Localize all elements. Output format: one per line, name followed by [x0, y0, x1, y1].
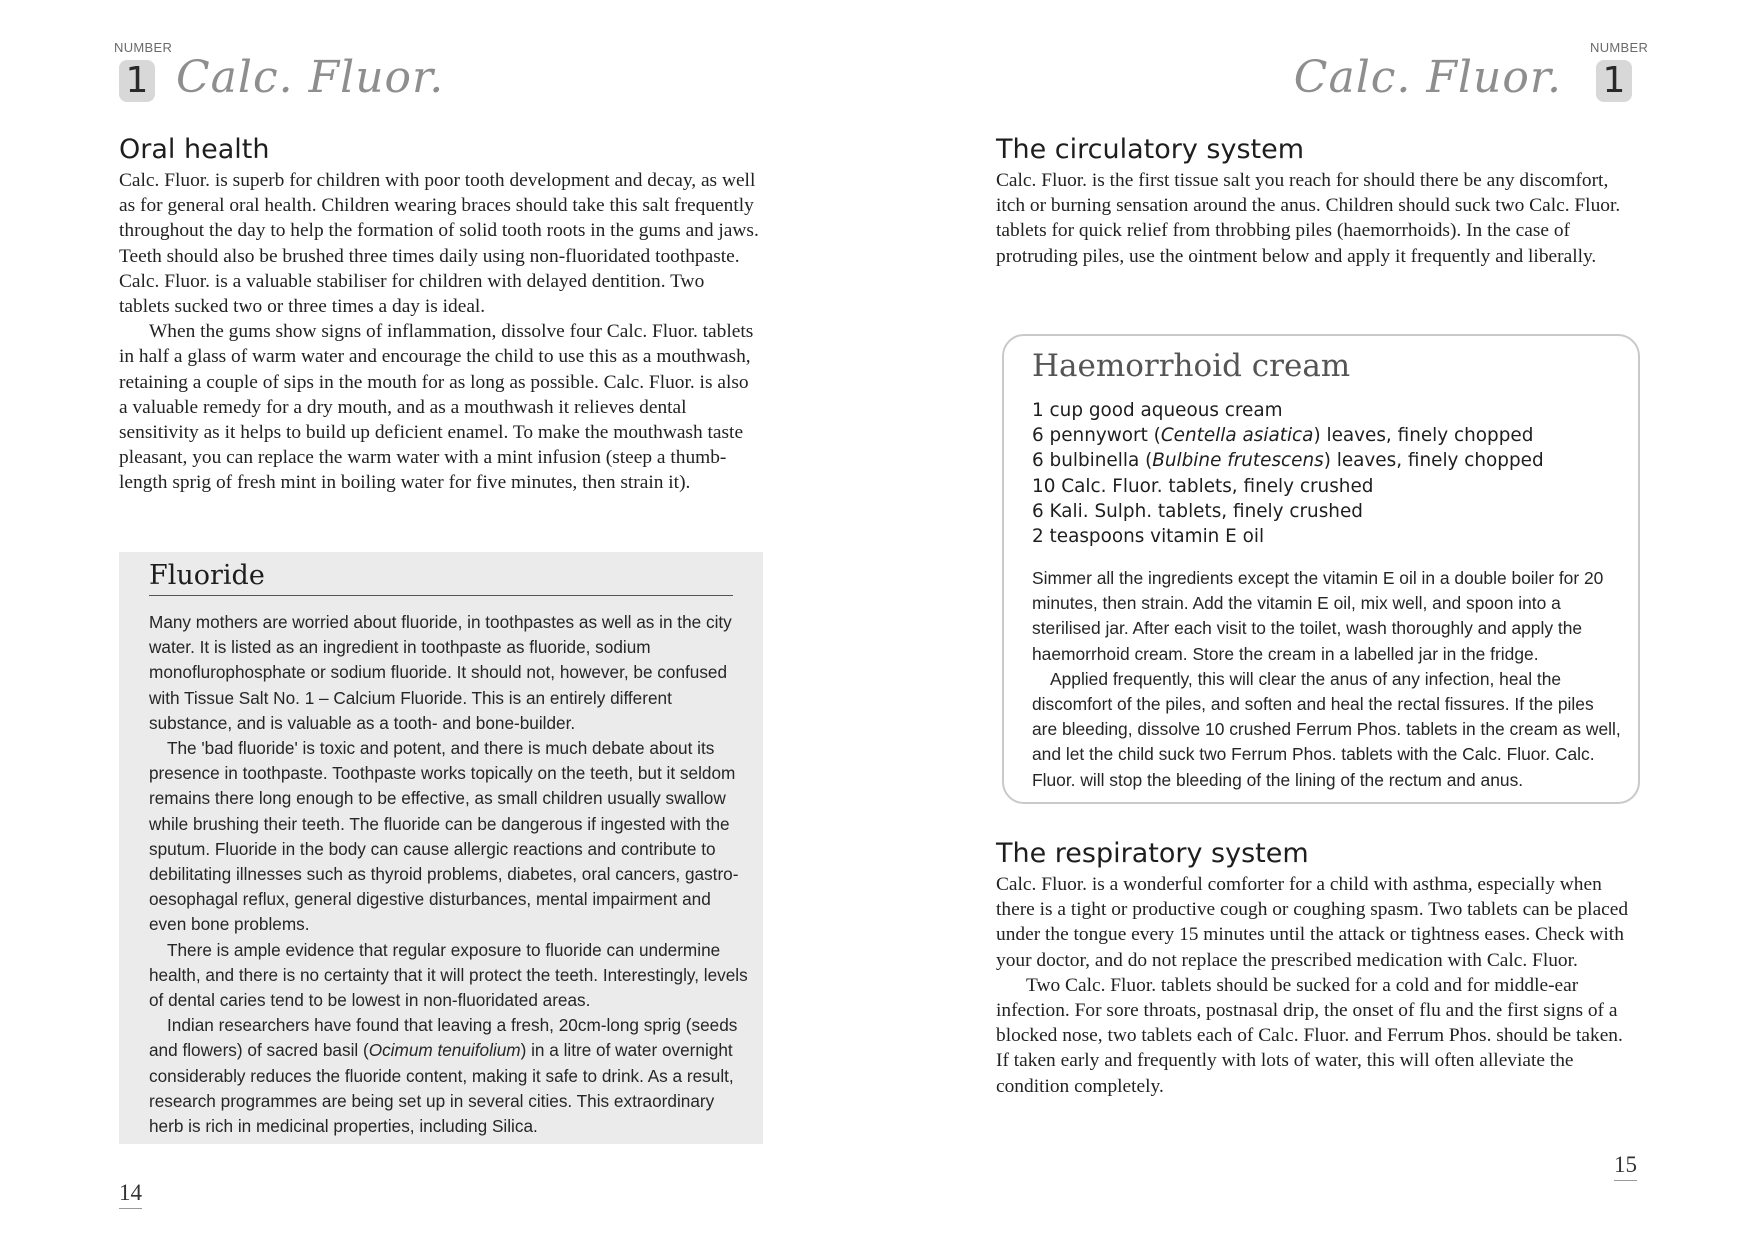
paragraph: Calc. Fluor. is superb for children with poor tooth development and decay, as well as for general oral health. Children wearing braces should take this salt frequently throughout the day to help the formation of solid tooth roots in the gums and jaws. Teeth should also be brushed three times daily using non-fluoridated toothpaste. Calc. Fluor. is a valuable stabiliser for children with delayed dentition. Two tablets sucked two or three times a day is ideal.	[119, 170, 759, 318]
right-page	[874, 0, 1748, 1240]
oral-health-text	[119, 168, 759, 496]
salt-name-title: Calc. Fluor.	[176, 52, 445, 103]
respiratory-text	[996, 872, 1640, 1099]
paragraph: Simmer all the ingredients except the vitamin E oil in a double boiler for 20 minutes, then strain. Add the vitamin E oil, mix well, and spoon into a sterilised jar. After each visit to the toilet, wash thoroughly and apply the haemorrhoid cream. Store the cream in a labelled jar in the fridge.	[1032, 568, 1604, 664]
paragraph: Many mothers are worried about fluoride, in toothpastes as well as in the city water. It is listed as an ingredient in toothpaste as fluoride, sodium monoflurophosphate or sodium fluoride. It should not, however, be confused with Tissue Salt No. 1 – Calcium Fluoride. This is an entirely different substance, and is valuable as a tooth- and bone-builder.	[149, 612, 732, 733]
page-number: 14	[119, 1180, 142, 1209]
page-number: 15	[1614, 1152, 1637, 1181]
paragraph: Calc. Fluor. is a wonderful comforter for a child with asthma, especially when there is a tight or productive cough or coughing spasm. Two tablets can be placed under the tongue every 15 minutes until the attack or tightness eases. Check with your doctor, and do not replace the prescribed medication with Calc. Fluor.	[996, 874, 1629, 971]
ingredient-item: 1 cup good aqueous cream	[1032, 400, 1283, 421]
number-label: NUMBER	[114, 40, 173, 55]
paragraph: There is ample evidence that regular exposure to fluoride can undermine health, and there is no certainty that it will protect the teeth. Interestingly, levels of dental caries tend to be lowest in non-fluoridated areas.	[149, 939, 748, 1011]
oral-health-heading: Oral health	[119, 134, 270, 165]
ingredient-item: 6 pennywort (Centella asiatica) leaves, finely chopped	[1032, 425, 1534, 447]
paragraph: The 'bad fluoride' is toxic and potent, and there is much debate about its presence in toothpaste. Toothpaste works topically on the teeth, but it seldom remains there long enough to be effective, as small children usually swallow while brushing their teeth. The fluoride can be dangerous if ingested with the sputum. Fluoride in the body can cause allergic reactions and contribute to debilitating illnesses such as thyroid problems, diabetes, oral cancers, gastro-oesophagal reflux, general digestive disturbances, mental impairment and even bone problems.	[149, 738, 739, 935]
scientific-name: Bulbine frutescens	[1152, 450, 1324, 472]
recipe-method	[1032, 566, 1622, 793]
respiratory-heading: The respiratory system	[996, 838, 1309, 869]
paragraph: When the gums show signs of inflammation, dissolve four Calc. Fluor. tablets in half a glass of warm water and encourage the child to use this as a mouthwash, retaining a couple of sips in the mouth for as long as possible. Calc. Fluor. is also a valuable remedy for a dry mouth, and as a mouthwash it relieves dental sensitivity as it helps to build up deficient enamel. To make the mouthwash taste pleasant, you can replace the warm water with a mint infusion (steep a thumb-length sprig of fresh mint in boiling water for five minutes, then strain it).	[119, 321, 754, 494]
ingredient-item: 6 Kali. Sulph. tablets, finely crushed	[1032, 500, 1363, 522]
fluoride-box-title: Fluoride	[149, 560, 733, 596]
paragraph: Applied frequently, this will clear the anus of any infection, heal the discomfort of the piles, and soften and heal the rectal fissures. If the piles are bleeding, dissolve 10 crushed Ferrum Phos. tablets in the cream as well, and let the child suck two Ferrum Phos. tablets with the Calc. Fluor. Calc. Fluor. will stop the bleeding of the lining of the rectum and anus.	[1032, 668, 1621, 790]
recipe-title: Haemorrhoid cream	[1032, 348, 1351, 384]
paragraph: Indian researchers have found that leaving a fresh, 20cm-long sprig (seeds and flowers) of sacred basil (Ocimum tenuifolium) in a litre of water overnight considerably reduces the fluoride content, making it safe to drink. As a result, research programmes are being set up in several cities. This extraordinary herb is rich in medicinal properties, including Silica.	[149, 1015, 738, 1137]
scientific-name: Centella asiatica	[1160, 425, 1314, 447]
number-label: NUMBER	[1590, 40, 1649, 55]
paragraph: Calc. Fluor. is the first tissue salt you reach for should there be any discomfort, itch or burning sensation around the anus. Children should suck two Calc. Fluor. tablets for quick relief from throbbing piles (haemorrhoids). In the case of protruding piles, use the ointment below and apply it frequently and liberally.	[996, 170, 1621, 267]
ingredient-item: 10 Calc. Fluor. tablets, finely crushed	[1032, 475, 1374, 497]
ingredient-item: 6 bulbinella (Bulbine frutescens) leaves, finely chopped	[1032, 450, 1544, 472]
ingredient-list	[1032, 398, 1544, 549]
scientific-name: Ocimum tenuifolium	[368, 1040, 521, 1061]
salt-number-badge: 1	[1596, 60, 1632, 102]
ingredient-item: 2 teaspoons vitamin E oil	[1032, 526, 1265, 548]
fluoride-sidebar-box	[119, 552, 763, 1144]
recipe-box	[1002, 334, 1640, 804]
fluoride-box-text	[149, 610, 749, 1139]
paragraph: Two Calc. Fluor. tablets should be sucked for a cold and for middle-ear infection. For sore throats, postnasal drip, the onset of flu and the first signs of a blocked nose, two tablets each of Calc. Fluor. and Ferrum Phos. should be taken. If taken early and frequently with lots of water, this will often alleviate the condition completely.	[996, 974, 1623, 1097]
salt-name-title: Calc. Fluor.	[1293, 52, 1562, 103]
salt-number-badge: 1	[119, 60, 155, 102]
circulatory-text	[996, 168, 1636, 269]
circulatory-heading: The circulatory system	[996, 134, 1305, 165]
